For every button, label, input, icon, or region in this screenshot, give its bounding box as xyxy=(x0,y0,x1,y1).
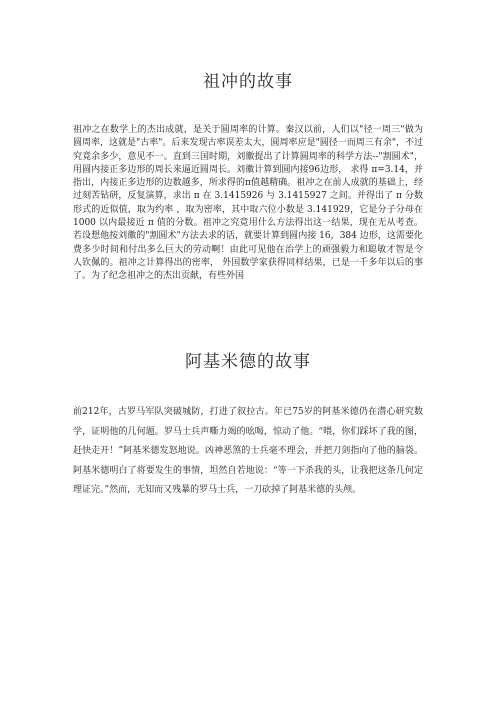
story1-body: 祖冲之在数学上的杰出成就，是关于圆周率的计算。秦汉以前，人们以"径一周三"做为圆周率，这就是"古率"。后来发现古率误差太大，圆周率应是"圆径一而周三有余"，不过究竟余多少，意见不一。直到三国时期，刘徽提出了计算圆周率的科学方法--"割圆术"，用圆内接正多边形的周长来逼近圆周长。刘徽计算到圆内接96边形， 求得 π=3.14，并指出，内接正多边形的边数越多，所求得的π值越精确。祖冲之在前人成就的基础上，经过刻苦钻研，反复演算，求出 π 在 3.1415926 与 3.1415927 之间。并得出了 π 分数形式的近似值，取为约率 ，取为密率，其中取六位小数是 3.141929，它是分子分母在 1000 以内最接近 π 值的分数。祖冲之究竟用什么方法得出这一结果，现在无从考查。若设想他按刘徽的"割圆术"方法去求的话，就要计算到圆内接 16，384 边形，这需要化费多少时间和付出多么巨大的劳动啊！由此可见他在治学上的顽强毅力和聪敏才智是令人钦佩的。祖冲之计算得出的密率， 外国数学家获得同样结果，已是一千多年以后的事了。为了纪念祖冲之的杰出贡献，有些外国 xyxy=(73,125,423,282)
story2-title: 阿基米德的故事 xyxy=(185,352,311,372)
story2-body: 前212年，古罗马军队突破城防，打进了叙拉古。年已75岁的阿基米德仍在潜心研究数学，证明他的几何题。罗马士兵声嘶力竭的吆喝，惊动了他。“喂，你们踩坏了我的图，赶快走开！”阿基米德发怒地说。凶神恶煞的士兵毫不理会，并把刀剑指向了他的脑袋。阿基米德明白了将要发生的事情，坦然自若地说：“等一下杀我的头，让我把这条几何定理证完。”然而，无知而又残暴的罗马士兵，一刀砍掉了阿基米德的头颅。 xyxy=(73,407,423,495)
story1-title: 祖冲的故事 xyxy=(203,72,293,92)
